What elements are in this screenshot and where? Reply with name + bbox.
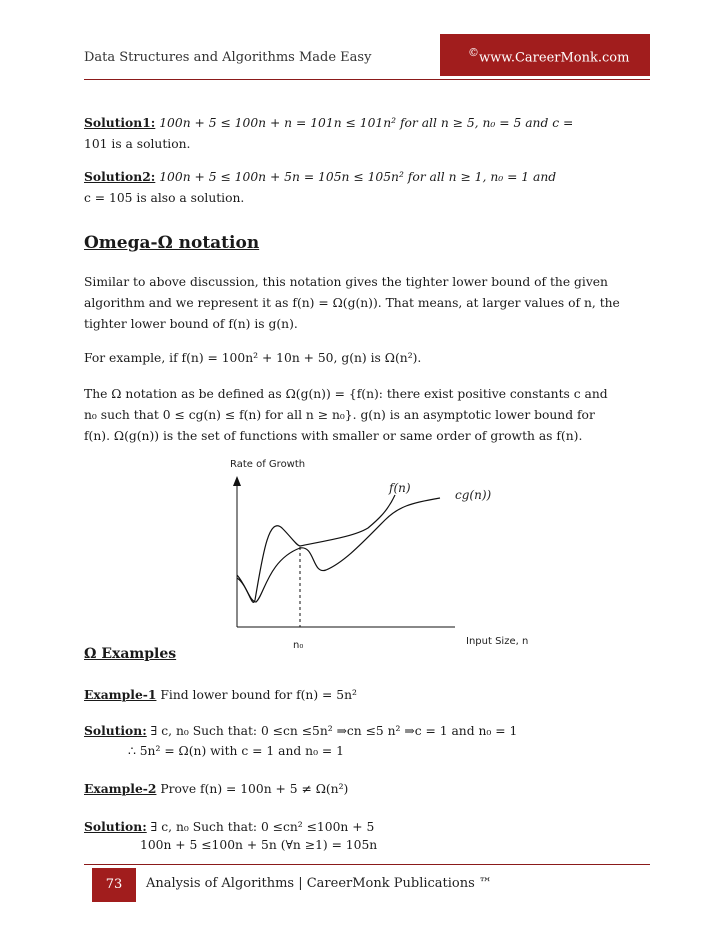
solution1-label: Solution1: xyxy=(84,115,156,130)
omega-p3-line: f(n). Ω(g(n)) is the set of functions with smaller or same order of growth as f(n). xyxy=(84,429,583,443)
omega-p1-line: algorithm and we represent it as f(n) = Ω(g(n)). That means, at larger values of n, the xyxy=(84,296,620,310)
solution2-line2: c = 105 is also a solution. xyxy=(84,191,245,205)
solution2-label: Solution2: xyxy=(84,169,156,184)
omega-p1-line: tighter lower bound of f(n) is g(n). xyxy=(84,317,298,331)
copyright-symbol: © xyxy=(468,46,479,59)
figure-y-arrow xyxy=(233,476,241,486)
omega-p1-line: Similar to above discussion, this notation gives the tighter lower bound of the given xyxy=(84,275,608,289)
example1-solution-label: Solution: xyxy=(84,723,147,738)
footer-text: Analysis of Algorithms | CareerMonk Publications ™ xyxy=(146,876,492,891)
figure-cgn-curve xyxy=(237,498,440,602)
omega-p3-line: n₀ such that 0 ≤ cg(n) ≤ f(n) for all n ≥ n₀}. g(n) is an asymptotic lower bound for xyxy=(84,408,595,422)
example2-text: Prove f(n) = 100n + 5 ≠ Ω(n²) xyxy=(160,782,349,796)
omega-paragraph-2: For example, if f(n) = 100n² + 10n + 50, g(n) is Ω(n²). xyxy=(84,351,422,365)
omega-p3-line: The Ω notation as be defined as Ω(g(n)) = {f(n): there exist positive constants c and xyxy=(84,387,608,401)
figure-curve2-label: cg(n)) xyxy=(455,488,492,502)
example2-label: Example-2 xyxy=(84,781,157,796)
solution2-line1: 100n + 5 ≤ 100n + 5n = 105n ≤ 105n² for all n ≥ 1, n₀ = 1 and xyxy=(159,170,557,184)
section-heading-examples: Ω Examples xyxy=(84,646,177,662)
example2-solution-label: Solution: xyxy=(84,819,147,834)
footer-rule xyxy=(84,864,650,865)
solution1-line1: 100n + 5 ≤ 100n + n = 101n ≤ 101n² for all n ≥ 5, n₀ = 5 and c = xyxy=(159,116,574,130)
figure-fn-curve xyxy=(237,495,395,602)
example1-line xyxy=(84,684,644,706)
example1-solution-line2: ∴ 5n² = Ω(n) with c = 1 and n₀ = 1 xyxy=(128,744,344,758)
section-heading-omega: Omega-Ω notation xyxy=(84,233,260,253)
figure-curve1-label: f(n) xyxy=(389,481,411,495)
example1-label: Example-1 xyxy=(84,687,157,702)
example1-solution xyxy=(84,720,644,742)
example2-solution-line1: ∃ c, n₀ Such that: 0 ≤cn² ≤100n + 5 xyxy=(150,820,375,834)
page-number: 73 xyxy=(92,868,136,902)
running-header-title: Data Structures and Algorithms Made Easy xyxy=(84,50,372,65)
example1-text: Find lower bound for f(n) = 5n² xyxy=(160,688,357,702)
figure-x-label: Input Size, n xyxy=(466,636,529,647)
figure-y-label: Rate of Growth xyxy=(230,459,306,470)
solution1-line2: 101 is a solution. xyxy=(84,137,191,151)
example1-solution-line1: ∃ c, n₀ Such that: 0 ≤cn ≤5n² ⇒cn ≤5 n² ⇒c = 1 and n₀ = 1 xyxy=(150,724,518,738)
example2-line xyxy=(84,778,644,800)
header-site: www.CareerMonk.com xyxy=(479,50,630,66)
figure-n0-label: n₀ xyxy=(293,640,304,651)
example2-solution-line2: 100n + 5 ≤100n + 5n (∀n ≥1) = 105n xyxy=(140,838,378,852)
